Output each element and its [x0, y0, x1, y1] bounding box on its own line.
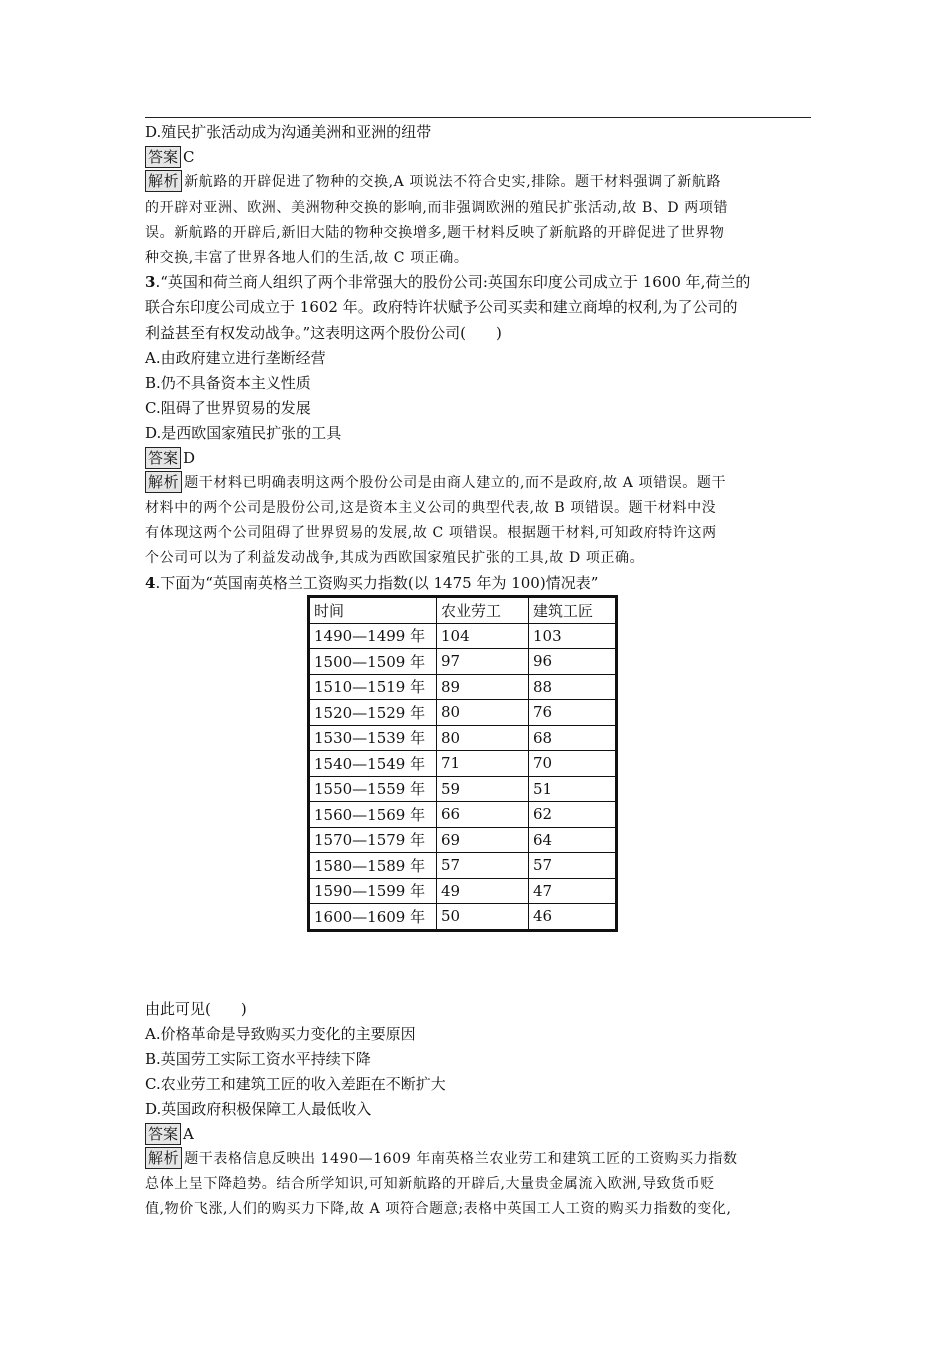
cell-farm-labor: 71	[437, 751, 529, 777]
q3-option-a: A.由政府建立进行垄断经营	[145, 349, 326, 367]
q2-analysis-text: 新航路的开辟促进了物种的交换,A 项说法不符合史实,排除。题干材料强调了新航路	[184, 174, 722, 190]
cell-time: 1530—1539 年	[309, 725, 437, 751]
cell-builders: 70	[529, 751, 617, 777]
cell-builders: 57	[529, 853, 617, 879]
q3-number: 3	[145, 273, 156, 291]
q2-analysis-line-4: 种交换,丰富了世界各地人们的生活,故 C 项正确。	[145, 250, 469, 266]
q3-option-c: C.阻碍了世界贸易的发展	[145, 399, 311, 417]
cell-builders: 68	[529, 725, 617, 751]
q4-answer-line	[145, 1122, 194, 1146]
cell-farm-labor: 69	[437, 827, 529, 853]
cell-builders: 96	[529, 649, 617, 675]
cell-builders: 103	[529, 623, 617, 649]
q3-stem-line-1	[145, 270, 750, 294]
q3-analysis-line-3: 有体现这两个公司阻碍了世界贸易的发展,故 C 项错误。根据题干材料,可知政府特许这两	[145, 525, 717, 541]
q4-answer: A	[183, 1125, 194, 1143]
cell-farm-labor: 49	[437, 878, 529, 904]
analysis-tag: 解析	[145, 1147, 182, 1169]
cell-builders: 47	[529, 878, 617, 904]
cell-builders: 76	[529, 700, 617, 726]
table-header-row	[309, 597, 617, 624]
q4-stem	[145, 571, 598, 595]
table-row	[309, 827, 617, 853]
q4-analysis-text: 题干表格信息反映出 1490—1609 年南英格兰农业劳工和建筑工匠的工资购买力指数	[184, 1151, 738, 1167]
q3-answer-line	[145, 446, 195, 470]
cell-farm-labor: 80	[437, 725, 529, 751]
cell-time: 1490—1499 年	[309, 623, 437, 649]
table-row	[309, 649, 617, 675]
cell-farm-labor: 50	[437, 904, 529, 931]
cell-farm-labor: 80	[437, 700, 529, 726]
cell-builders: 64	[529, 827, 617, 853]
top-rule	[145, 117, 811, 118]
q2-analysis-line-2: 的开辟对亚洲、欧洲、美洲物种交换的影响,而非强调欧洲的殖民扩张活动,故 B、D 两项错	[145, 200, 729, 216]
cell-time: 1580—1589 年	[309, 853, 437, 879]
analysis-tag: 解析	[145, 170, 182, 192]
cell-time: 1540—1549 年	[309, 751, 437, 777]
cell-builders: 88	[529, 674, 617, 700]
q3-option-d: D.是西欧国家殖民扩张的工具	[145, 424, 342, 442]
q4-analysis-line-3: 值,物价飞涨,人们的购买力下降,故 A 项符合题意;表格中英国工人工资的购买力指数的变化,	[145, 1201, 732, 1217]
table-row	[309, 751, 617, 777]
q4-prompt: 由此可见( )	[145, 1000, 247, 1018]
q4-stem-text: .下面为“英国南英格兰工资购买力指数(以 1475 年为 100)情况表”	[155, 574, 599, 592]
cell-time: 1560—1569 年	[309, 802, 437, 828]
q4-option-b: B.英国劳工实际工资水平持续下降	[145, 1050, 371, 1068]
wage-index-table	[307, 595, 618, 932]
q4-option-a: A.价格革命是导致购买力变化的主要原因	[145, 1025, 416, 1043]
table-row	[309, 700, 617, 726]
cell-time: 1590—1599 年	[309, 878, 437, 904]
q2-analysis-line-3: 误。新航路的开辟后,新旧大陆的物种交换增多,题干材料反映了新航路的开辟促进了世界物	[145, 225, 725, 241]
q3-stem-line-3: 利益甚至有权发动战争。”这表明这两个股份公司( )	[145, 324, 502, 342]
header-builders: 建筑工匠	[529, 597, 617, 624]
cell-farm-labor: 57	[437, 853, 529, 879]
q2-answer: C	[183, 148, 195, 166]
cell-farm-labor: 89	[437, 674, 529, 700]
table-row	[309, 878, 617, 904]
cell-builders: 46	[529, 904, 617, 931]
q3-option-b: B.仍不具备资本主义性质	[145, 374, 311, 392]
analysis-tag: 解析	[145, 471, 182, 493]
q2-option-d: D.殖民扩张活动成为沟通美洲和亚洲的纽带	[145, 123, 432, 141]
q4-analysis-line-1	[145, 1147, 738, 1171]
cell-time: 1500—1509 年	[309, 649, 437, 675]
q2-answer-line	[145, 145, 195, 169]
cell-time: 1600—1609 年	[309, 904, 437, 931]
answer-tag: 答案	[145, 447, 181, 469]
table-row	[309, 674, 617, 700]
q3-analysis-line-4: 个公司可以为了利益发动战争,其成为西欧国家殖民扩张的工具,故 D 项正确。	[145, 550, 645, 566]
cell-builders: 51	[529, 776, 617, 802]
q4-option-c: C.农业劳工和建筑工匠的收入差距在不断扩大	[145, 1075, 446, 1093]
cell-time: 1570—1579 年	[309, 827, 437, 853]
cell-farm-labor: 59	[437, 776, 529, 802]
cell-time: 1510—1519 年	[309, 674, 437, 700]
q4-option-d: D.英国政府积极保障工人最低收入	[145, 1100, 372, 1118]
header-time: 时间	[309, 597, 437, 624]
table-row	[309, 904, 617, 931]
table-row	[309, 623, 617, 649]
table-row	[309, 853, 617, 879]
cell-farm-labor: 104	[437, 623, 529, 649]
q4-number: 4	[145, 574, 156, 592]
q3-stem-text: .“英国和荷兰商人组织了两个非常强大的股份公司:英国东印度公司成立于 1600 年,荷兰的	[155, 273, 751, 291]
table-row	[309, 776, 617, 802]
cell-farm-labor: 66	[437, 802, 529, 828]
cell-farm-labor: 97	[437, 649, 529, 675]
cell-builders: 62	[529, 802, 617, 828]
q2-analysis-line-1	[145, 170, 721, 194]
answer-tag: 答案	[145, 1123, 181, 1145]
q3-analysis-line-2: 材料中的两个公司是股份公司,这是资本主义公司的典型代表,故 B 项错误。题干材料中没	[145, 500, 717, 516]
table-row	[309, 802, 617, 828]
table-row	[309, 725, 617, 751]
q3-analysis-line-1	[145, 471, 726, 495]
q3-stem-line-2: 联合东印度公司成立于 1602 年。政府特许状赋予公司买卖和建立商埠的权利,为了公司的	[145, 298, 738, 316]
cell-time: 1550—1559 年	[309, 776, 437, 802]
cell-time: 1520—1529 年	[309, 700, 437, 726]
q3-analysis-text: 题干材料已明确表明这两个股份公司是由商人建立的,而不是政府,故 A 项错误。题干	[184, 475, 727, 491]
header-farm-labor: 农业劳工	[437, 597, 529, 624]
answer-tag: 答案	[145, 146, 181, 168]
q3-answer: D	[183, 449, 196, 467]
q4-analysis-line-2: 总体上呈下降趋势。结合所学知识,可知新航路的开辟后,大量贵金属流入欧洲,导致货币贬	[145, 1176, 715, 1192]
